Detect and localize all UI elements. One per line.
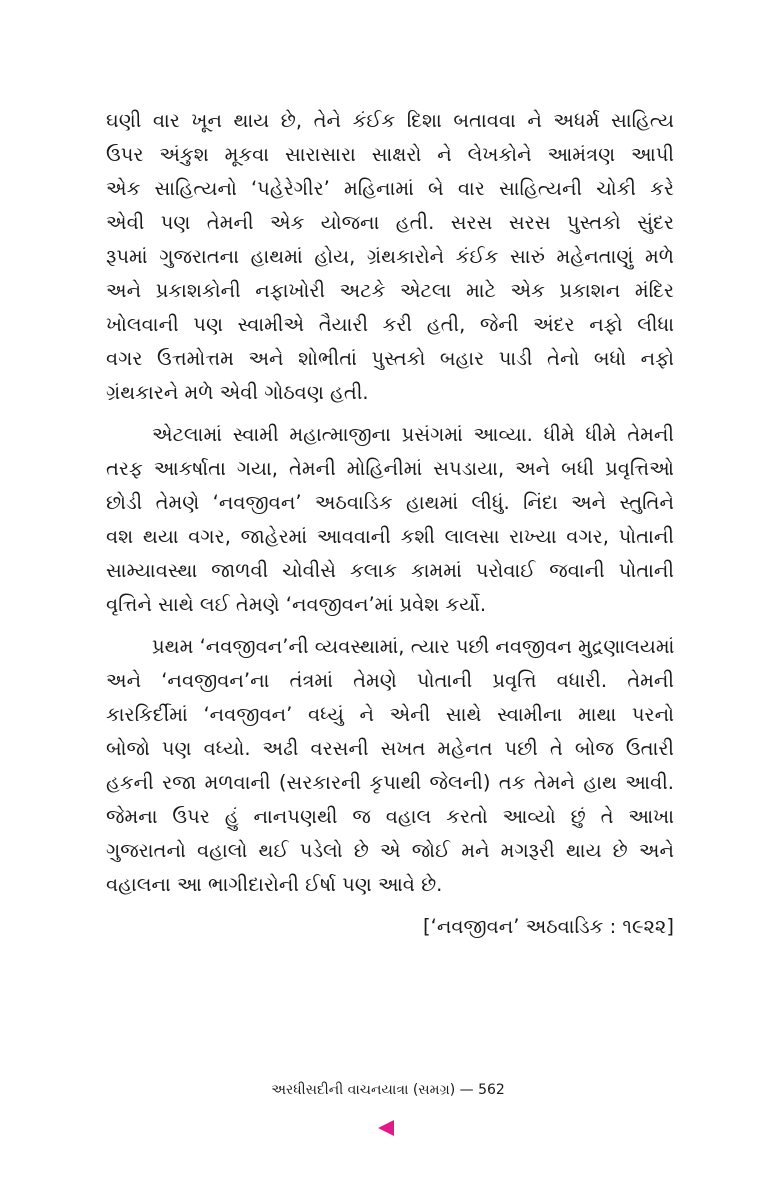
text-line: ઉપર અંકુશ મૂકવા સારાસારા સાક્ષરો ને લેખકોને આમંત્રણ આપી xyxy=(106,143,674,166)
text-line: સામ્યાવસ્થા જાળવી ચોવીસે કલાક કામમાં પરોવાઈ જવાની પોતાની xyxy=(106,559,674,582)
paragraph-2 xyxy=(106,418,674,622)
text-line: કારકિર્દીમાં ‘નવજીવન’ વધ્યું ને એની સાથે સ્વામીના માથા પરનો xyxy=(106,703,674,726)
text-line: ખોલવાની પણ સ્વામીએ તૈયારી કરી હતી, જેની અંદર નફો લીધા xyxy=(106,313,674,336)
page-body xyxy=(106,104,674,944)
text-line: જેમના ઉપર હું નાનપણથી જ વહાલ કરતો આવ્યો છું તે આખા xyxy=(106,805,674,828)
text-line: વૃત્તિને સાથે લઈ તેમણે ‘નવજીવન’માં પ્રવેશ કર્યો. xyxy=(106,593,487,616)
text-line: એટલામાં સ્વામી મહાત્માજીના પ્રસંગમાં આવ્યા. ધીમે ધીમે તેમની xyxy=(152,423,674,446)
page-footer: અરધીસદીની વાચનયાત્રા (સમગ્ર) — 562 xyxy=(271,1082,505,1098)
text-line: રૂપમાં ગુજરાતના હાથમાં હોય, ગ્રંથકારોને કંઈક સારું મહેનતાણું મળે xyxy=(106,245,674,268)
text-line: હકની રજા મળવાની (સરકારની કૃપાથી જેલની) તક તેમને હાથ આવી. xyxy=(106,771,674,794)
source-citation: [‘નવજીવન’ અઠવાડિક : ૧૯૨૨] xyxy=(423,915,674,938)
text-line: વશ થયા વગર, જાહેરમાં આવવાની કશી લાલસા રાખ્યા વગર, પોતાની xyxy=(106,525,674,548)
text-line: છોડી તેમણે ‘નવજીવન’ અઠવાડિક હાથમાં લીધું. નિંદા અને સ્તુતિને xyxy=(106,491,674,514)
paragraph-1 xyxy=(106,104,674,410)
text-line: વગર ઉત્તમોત્તમ અને શોભીતાં પુસ્તકો બહાર પાડી તેનો બધો નફો xyxy=(106,347,674,370)
text-line: બોજો પણ વધ્યો. અઢી વરસની સખત મહેનત પછી તે બોજ ઉતારી xyxy=(106,737,674,760)
paragraph-3 xyxy=(106,630,674,902)
text-line: ગુજરાતનો વહાલો થઈ પડેલો છે એ જોઈ મને મગરૂરી થાય છે અને xyxy=(106,839,674,862)
text-line: વહાલના આ ભાગીદારોની ઈર્ષા પણ આવે છે. xyxy=(106,873,443,896)
text-line: અને ‘નવજીવન’ના તંત્રમાં તેમણે પોતાની પ્રવૃત્તિ વધારી. તેમની xyxy=(106,669,674,692)
text-line: એવી પણ તેમની એક યોજના હતી. સરસ સરસ પુસ્તકો સુંદર xyxy=(106,211,674,234)
text-line: પ્રથમ ‘નવજીવન’ની વ્યવસ્થામાં, ત્યાર પછી નવજીવન મુદ્રણાલયમાં xyxy=(152,635,674,658)
text-line: તરફ આકર્ષાતા ગયા, તેમની મોહિનીમાં સપડાયા, અને બધી પ્રવૃત્તિઓ xyxy=(106,457,674,480)
text-line: ગ્રંથકારને મળે એવી ગોઠવણ હતી. xyxy=(106,381,369,404)
triangle-left-icon[interactable] xyxy=(378,1120,394,1136)
text-line: એક સાહિત્યનો ‘પહેરેગીર’ મહિનામાં બે વાર સાહિત્યની ચોકી કરે xyxy=(106,177,674,200)
text-line: અને પ્રકાશકોની નફાખોરી અટકે એટલા માટે એક પ્રકાશન મંદિર xyxy=(106,279,674,302)
text-line: ઘણી વાર ખૂન થાય છે, તેને કંઈક દિશા બતાવવા ને અધર્મ સાહિત્ય xyxy=(106,109,674,132)
